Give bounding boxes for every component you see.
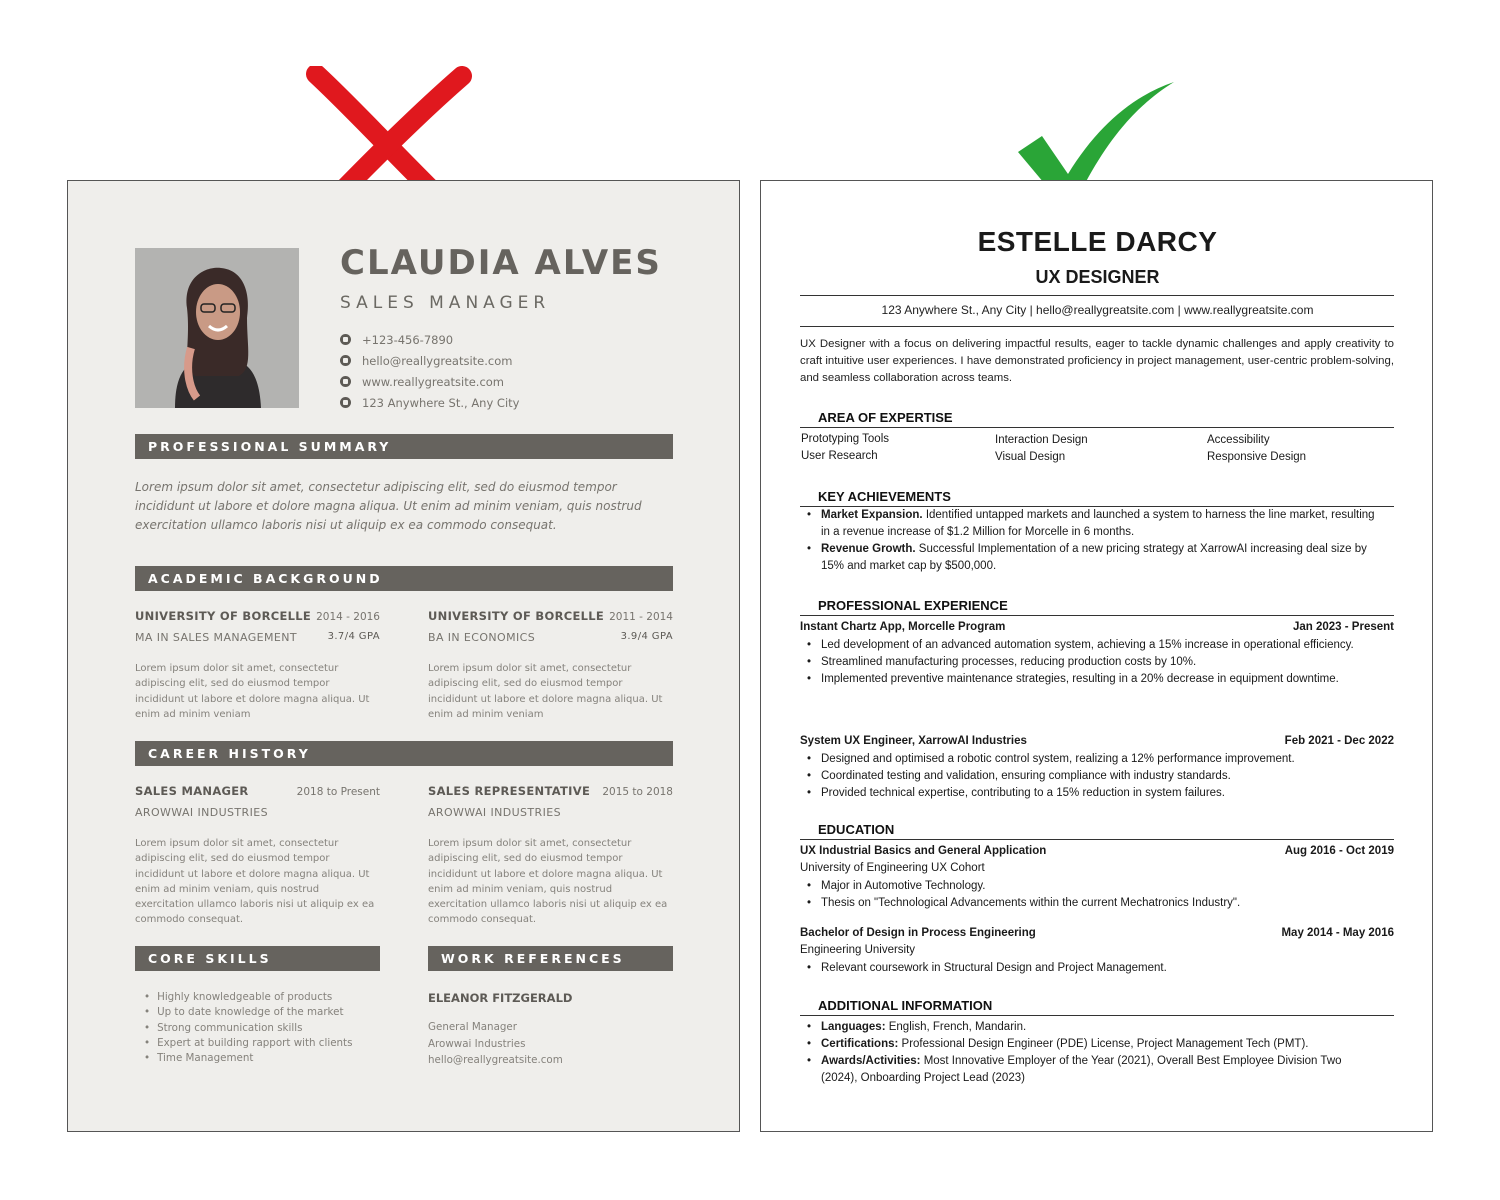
section-additional: ADDITIONAL INFORMATION (818, 998, 993, 1013)
list-item: Prototyping Tools (801, 433, 890, 445)
career-item: SALES MANAGER 2018 to Present AROWWAI INDUSTRIES Lorem ipsum dolor sit amet, consectetur adipiscing elit, sed do eiusmod tempor incididunt ut labore et dolore magna aliqua. Ut enim ad minim veniam, quis nostrud exercitation ullamco laboris nisi ut aliquip ex ea commodo consequat. (135, 784, 380, 926)
section-references: WORK REFERENCES (428, 946, 673, 971)
section-summary: PROFESSIONAL SUMMARY (135, 434, 673, 459)
divider (800, 295, 1394, 296)
list-item: Visual Design (995, 451, 1066, 463)
list-item: • Highly knowledgeable of products (144, 991, 352, 1006)
section-career: CAREER HISTORY (135, 741, 673, 766)
summary-text: Lorem ipsum dolor sit amet, consectetur adipiscing elit, sed do eiusmod tempor incididunt ut labore et dolore magna aliqua. Ut enim ad minim veniam, quis nostrud exercitation ullamco laboris nisi ut aliquip ex ea commodo consequat. (135, 480, 642, 532)
education-bullets (800, 960, 1394, 977)
academic-item: UNIVERSITY OF BORCELLE 2014 - 2016 MA IN SALES MANAGEMENT 3.7/4 GPA Lorem ipsum dolor sit amet, consectetur adipiscing elit, sed do eiusmod tempor incididunt ut labore et dolore magna aliqua. Ut enim ad minim veniam (135, 609, 380, 720)
job-bullets (800, 637, 1360, 688)
additional-list (800, 1019, 1360, 1087)
list-item: • Certifications: Professional Design Engineer (PDE) License, Project Management Tech (PMT). (800, 1036, 1360, 1053)
section-achievements: KEY ACHIEVEMENTS (818, 489, 951, 504)
section-expertise: AREA OF EXPERTISE (818, 410, 953, 425)
divider (800, 427, 1394, 428)
contact-email: hello@reallygreatsite.com (340, 350, 519, 371)
list-item: • Led development of an advanced automation system, achieving a 15% increase in operational efficiency. (800, 637, 1360, 654)
skills-list (144, 991, 352, 1067)
achievements-list (800, 507, 1380, 575)
list-item: • Languages: English, French, Mandarin. (800, 1019, 1360, 1036)
contact-list (340, 329, 519, 413)
section-skills: CORE SKILLS (135, 946, 380, 971)
job-header: Instant Chartz App, Morcelle Program Jan 2023 - Present (800, 621, 1394, 633)
divider (800, 1015, 1394, 1016)
good-resume (760, 180, 1433, 1132)
contact-address: 123 Anywhere St., Any City (340, 392, 519, 413)
candidate-name: CLAUDIA ALVES (340, 243, 662, 283)
list-item: • Expert at building rapport with clients (144, 1037, 352, 1052)
education-org: Engineering University (800, 944, 916, 956)
list-item: • Thesis on "Technological Advancements within the current Mechatronics Industry". (800, 895, 1394, 912)
bad-resume (67, 180, 740, 1132)
candidate-role: UX DESIGNER (1035, 267, 1160, 287)
academic-item: UNIVERSITY OF BORCELLE 2011 - 2014 BA IN ECONOMICS 3.9/4 GPA Lorem ipsum dolor sit amet, consectetur adipiscing elit, sed do eiusmod tempor incididunt ut labore et dolore magna aliqua. Ut enim ad minim veniam (428, 609, 673, 720)
list-item: • Provided technical expertise, contributing to a 15% reduction in system failures. (800, 785, 1394, 802)
divider (800, 839, 1394, 840)
list-item: Accessibility (1207, 434, 1270, 446)
education-bullets (800, 878, 1394, 912)
section-academic: ACADEMIC BACKGROUND (135, 566, 673, 591)
list-item: • Relevant coursework in Structural Design and Project Management. (800, 960, 1394, 977)
divider (800, 326, 1394, 327)
candidate-role: SALES MANAGER (340, 293, 551, 313)
summary-text: UX Designer with a focus on delivering impactful results, eager to tackle dynamic challenges and apply creativity to craft intuitive user experiences. I have demonstrated proficiency in project management, user-centric problem-solving, and seamless collaboration across teams. (800, 338, 1394, 384)
job-header: System UX Engineer, XarrowAI Industries Feb 2021 - Dec 2022 (800, 735, 1394, 747)
divider (800, 615, 1394, 616)
contact-line: 123 Anywhere St., Any City | hello@reallygreatsite.com | www.reallygreatsite.com (881, 303, 1314, 317)
list-item: User Research (801, 450, 878, 462)
list-item: Interaction Design (995, 434, 1088, 446)
list-item: Responsive Design (1207, 451, 1307, 463)
list-item: • Implemented preventive maintenance strategies, resulting in a 20% decrease in equipment downtime. (800, 671, 1360, 688)
career-item: SALES REPRESENTATIVE 2015 to 2018 AROWWAI INDUSTRIES Lorem ipsum dolor sit amet, consectetur adipiscing elit, sed do eiusmod tempor incididunt ut labore et dolore magna aliqua. Ut enim ad minim veniam, quis nostrud exercitation ullamco laboris nisi ut aliquip ex ea commodo consequat. (428, 784, 673, 926)
education-header: Bachelor of Design in Process Engineering May 2014 - May 2016 (800, 927, 1394, 939)
reference: ELEANOR FITZGERALD General Manager Arowwai Industries hello@reallygreatsite.com (428, 991, 573, 1066)
list-item: • Strong communication skills (144, 1022, 352, 1037)
list-item: • Streamlined manufacturing processes, reducing production costs by 10%. (800, 654, 1360, 671)
contact-phone: +123-456-7890 (340, 329, 519, 350)
list-item: • Coordinated testing and validation, ensuring compliance with industry standards. (800, 768, 1394, 785)
profile-photo (135, 248, 299, 408)
list-item: • Awards/Activities: Most Innovative Employer of the Year (2021), Overall Best Employee Division Two (2024), Onboarding Project Lead (2023) (800, 1053, 1360, 1087)
list-item: • Revenue Growth. Successful Implementation of a new pricing strategy at XarrowAI increasing deal size by 15% and market cap by $500,000. (800, 541, 1380, 575)
section-education: EDUCATION (818, 822, 895, 837)
email-icon (340, 355, 351, 366)
education-org: University of Engineering UX Cohort (800, 862, 985, 874)
education-header: UX Industrial Basics and General Application Aug 2016 - Oct 2019 (800, 845, 1394, 857)
phone-icon (340, 334, 351, 345)
list-item: • Time Management (144, 1052, 352, 1067)
job-bullets (800, 751, 1394, 802)
list-item: • Major in Automotive Technology. (800, 878, 1394, 895)
section-experience: PROFESSIONAL EXPERIENCE (818, 598, 1008, 613)
candidate-name: ESTELLE DARCY (977, 226, 1218, 257)
list-item: • Designed and optimised a robotic control system, realizing a 12% performance improvement. (800, 751, 1394, 768)
list-item: • Up to date knowledge of the market (144, 1006, 352, 1021)
list-item: • Market Expansion. Identified untapped markets and launched a system to harness the line market, resulting in a revenue increase of $1.2 Million for Morcelle in 6 months. (800, 507, 1380, 541)
contact-web: www.reallygreatsite.com (340, 371, 519, 392)
web-icon (340, 376, 351, 387)
home-icon (340, 397, 351, 408)
